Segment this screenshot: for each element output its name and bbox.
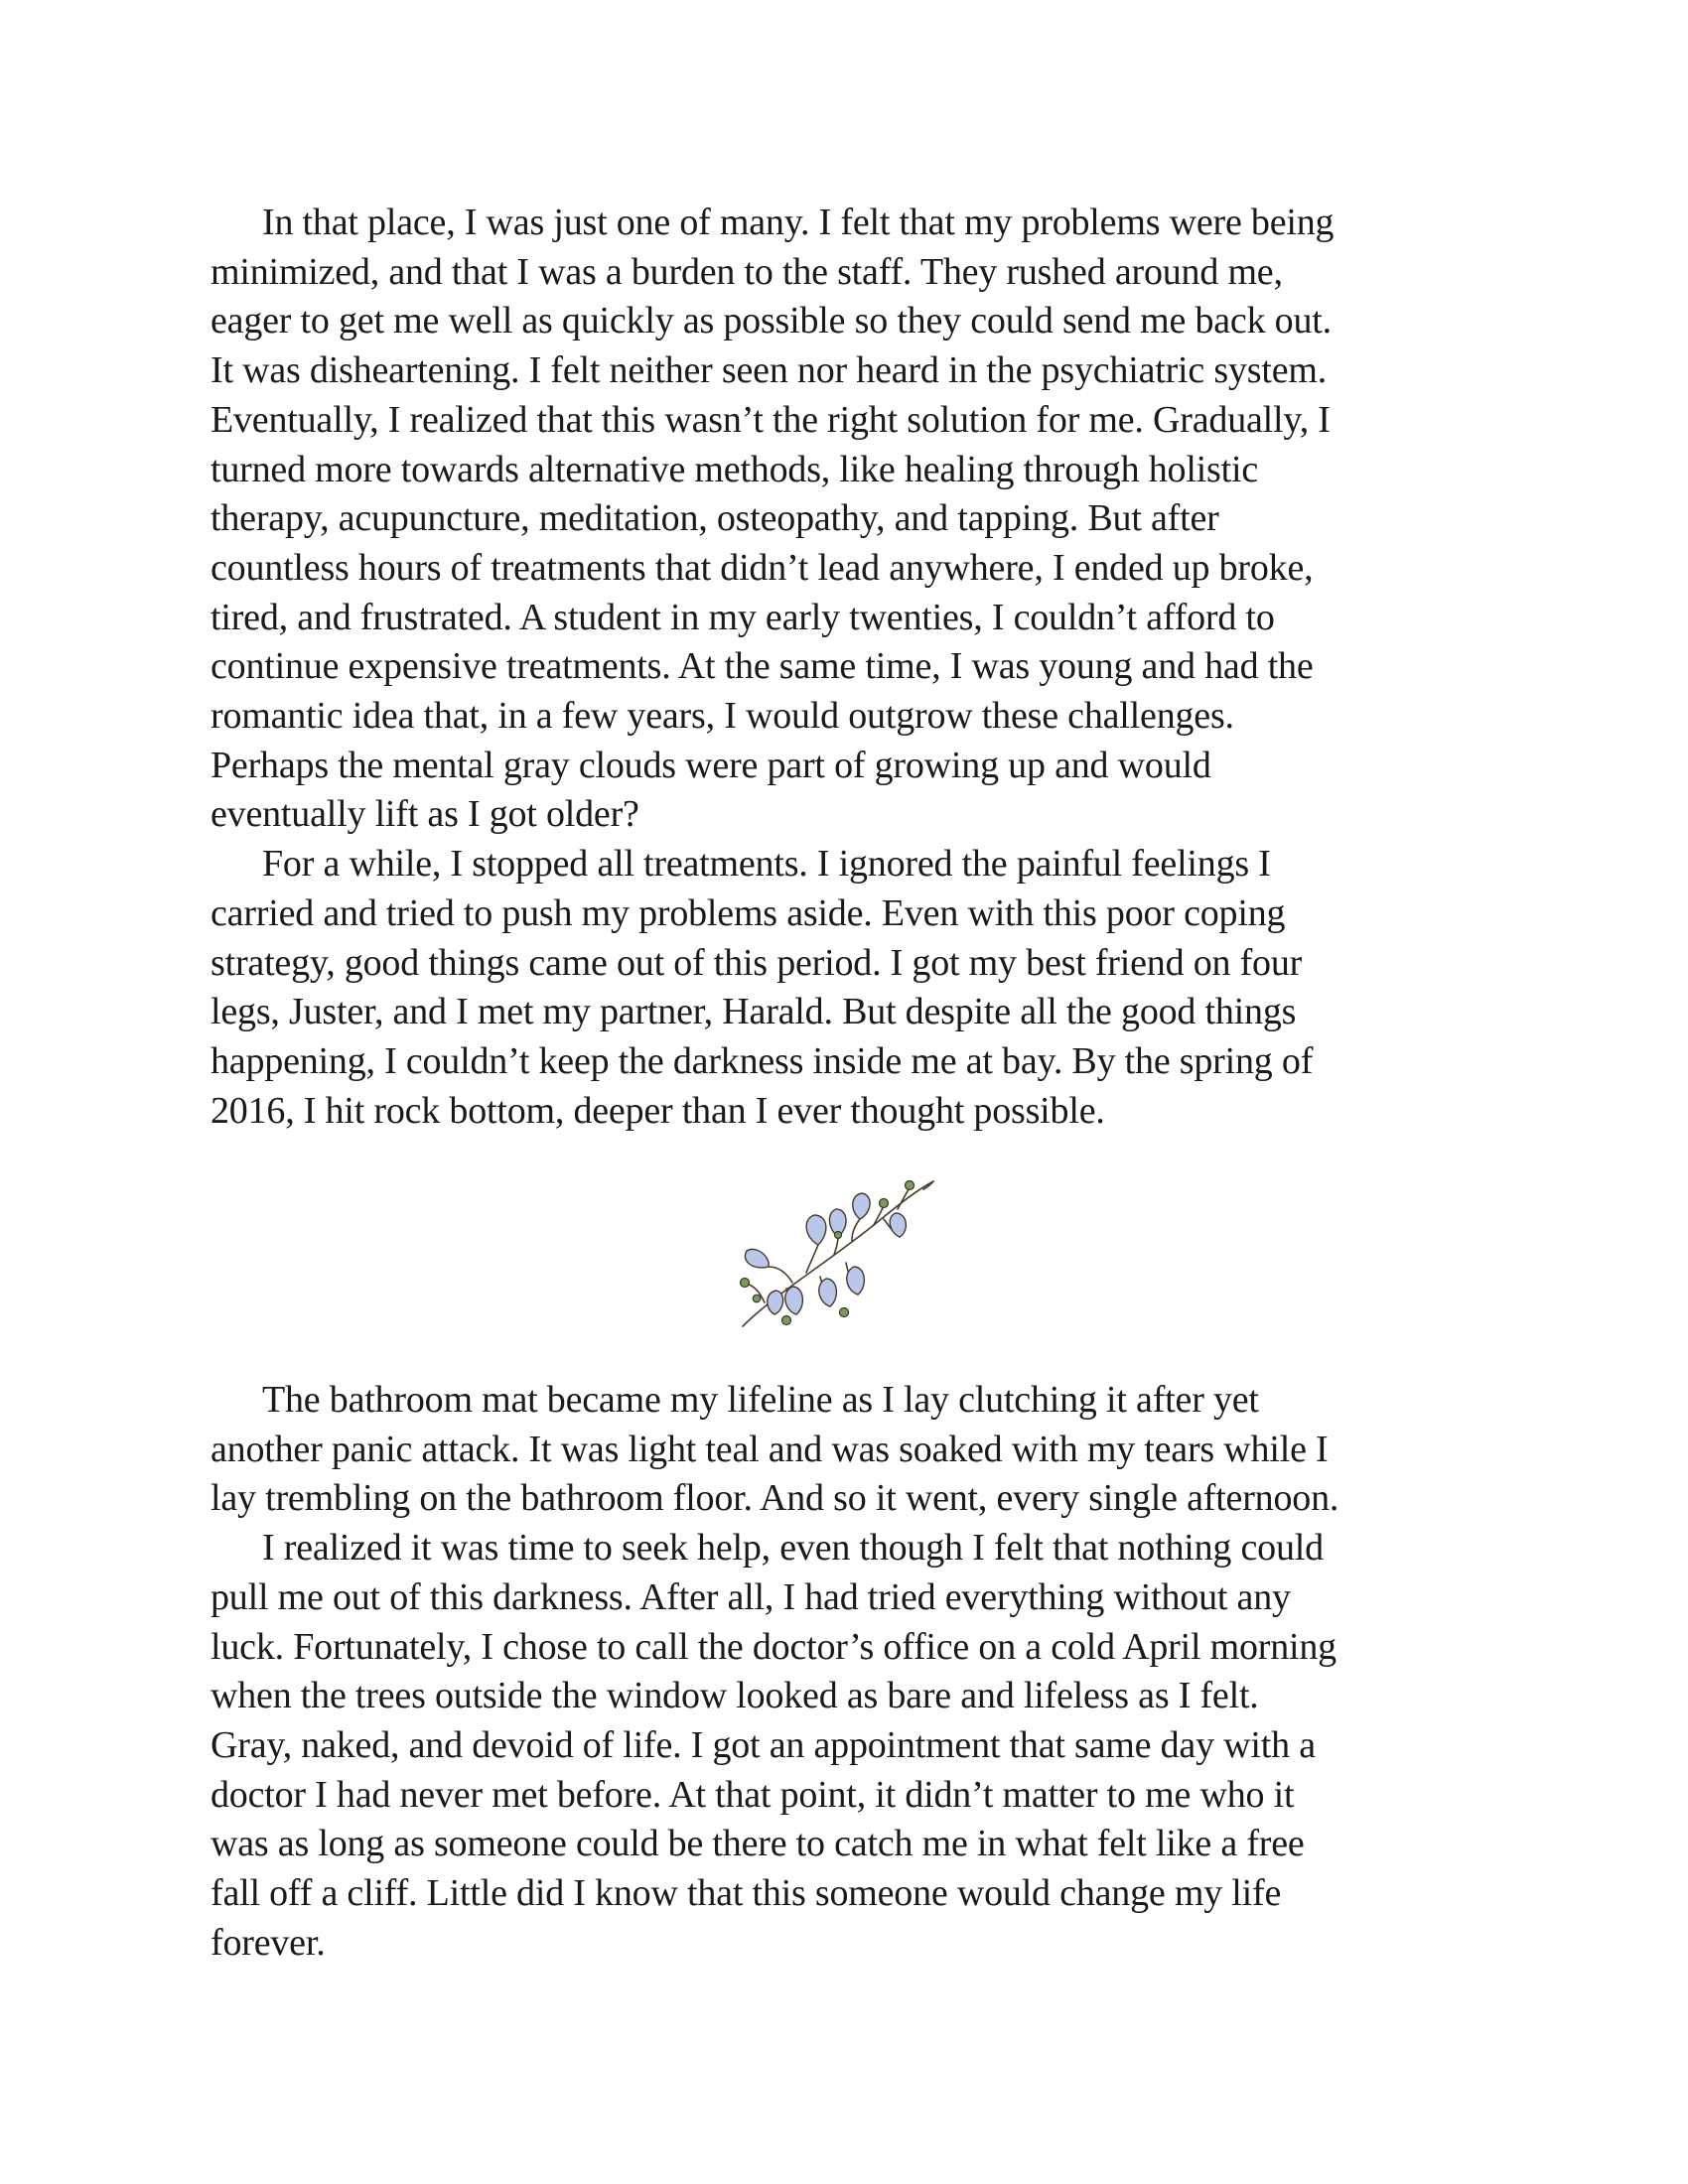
text-line: tired, and frustrated. A student in my early twenties, I couldn’t afford to bbox=[211, 596, 1275, 638]
text-line: 2016, I hit rock bottom, deeper than I ever thought possible. bbox=[211, 1089, 1105, 1132]
text-line: carried and tried to push my problems aside. Even with this poor coping bbox=[211, 891, 1286, 934]
text-line: The bathroom mat became my lifeline as I lay clutching it after yet bbox=[262, 1379, 1259, 1421]
text-line: romantic idea that, in a few years, I would outgrow these challenges. bbox=[211, 695, 1234, 738]
text-line: minimized, and that I was a burden to the staff. They rushed around me, bbox=[211, 250, 1283, 293]
text-line: forever. bbox=[211, 1921, 326, 1964]
text-line: Gray, naked, and devoid of life. I got an appointment that same day with a bbox=[211, 1723, 1316, 1766]
text-line: strategy, good things came out of this period. I got my best friend on four bbox=[211, 941, 1303, 984]
text-line: lay trembling on the bathroom floor. And so it went, every single afternoon. bbox=[211, 1477, 1339, 1520]
text-line: luck. Fortunately, I chose to call the doctor’s office on a cold April morning bbox=[211, 1625, 1336, 1668]
text-line: another panic attack. It was light teal and was soaked with my tears while I bbox=[211, 1428, 1329, 1470]
text-line: countless hours of treatments that didn’t lead anywhere, I ended up broke, bbox=[211, 546, 1314, 589]
text-line: fall off a cliff. Little did I know that this someone would change my life bbox=[211, 1872, 1282, 1915]
text-line: continue expensive treatments. At the same time, I was young and had the bbox=[211, 645, 1314, 688]
text-section-two bbox=[211, 1376, 1501, 1968]
text-line: In that place, I was just one of many. I felt that my problems were being bbox=[262, 202, 1335, 243]
text-line: pull me out of this darkness. After all, I had tried everything without any bbox=[211, 1575, 1291, 1618]
text-line: doctor I had never met before. At that point, it didn’t matter to me who it bbox=[211, 1773, 1295, 1816]
text-section-one bbox=[211, 199, 1501, 1136]
text-line: I realized it was time to seek help, even though I felt that nothing could bbox=[262, 1527, 1324, 1570]
text-line: For a while, I stopped all treatments. I ignored the painful feelings I bbox=[262, 843, 1271, 886]
text-line: It was disheartening. I felt neither seen nor heard in the psychiatric system. bbox=[211, 349, 1328, 392]
leaf-branch-icon bbox=[735, 1175, 943, 1334]
text-line: when the trees outside the window looked as bare and lifeless as I felt. bbox=[211, 1675, 1259, 1717]
text-line: was as long as someone could be there to catch me in what felt like a free bbox=[211, 1823, 1305, 1865]
text-line: happening, I couldn’t keep the darkness inside me at bay. By the spring of bbox=[211, 1039, 1314, 1082]
text-line: Eventually, I realized that this wasn’t the right solution for me. Gradually, I bbox=[211, 398, 1331, 441]
text-line: eventually lift as I got older? bbox=[211, 793, 639, 836]
text-line: legs, Juster, and I met my partner, Harald. But despite all the good things bbox=[211, 991, 1297, 1033]
text-line: Perhaps the mental gray clouds were part of growing up and would bbox=[211, 744, 1211, 786]
text-line: therapy, acupuncture, meditation, osteopathy, and tapping. But after bbox=[211, 497, 1219, 540]
text-line: turned more towards alternative methods, like healing through holistic bbox=[211, 448, 1259, 490]
text-line: eager to get me well as quickly as possible so they could send me back out. bbox=[211, 300, 1332, 342]
